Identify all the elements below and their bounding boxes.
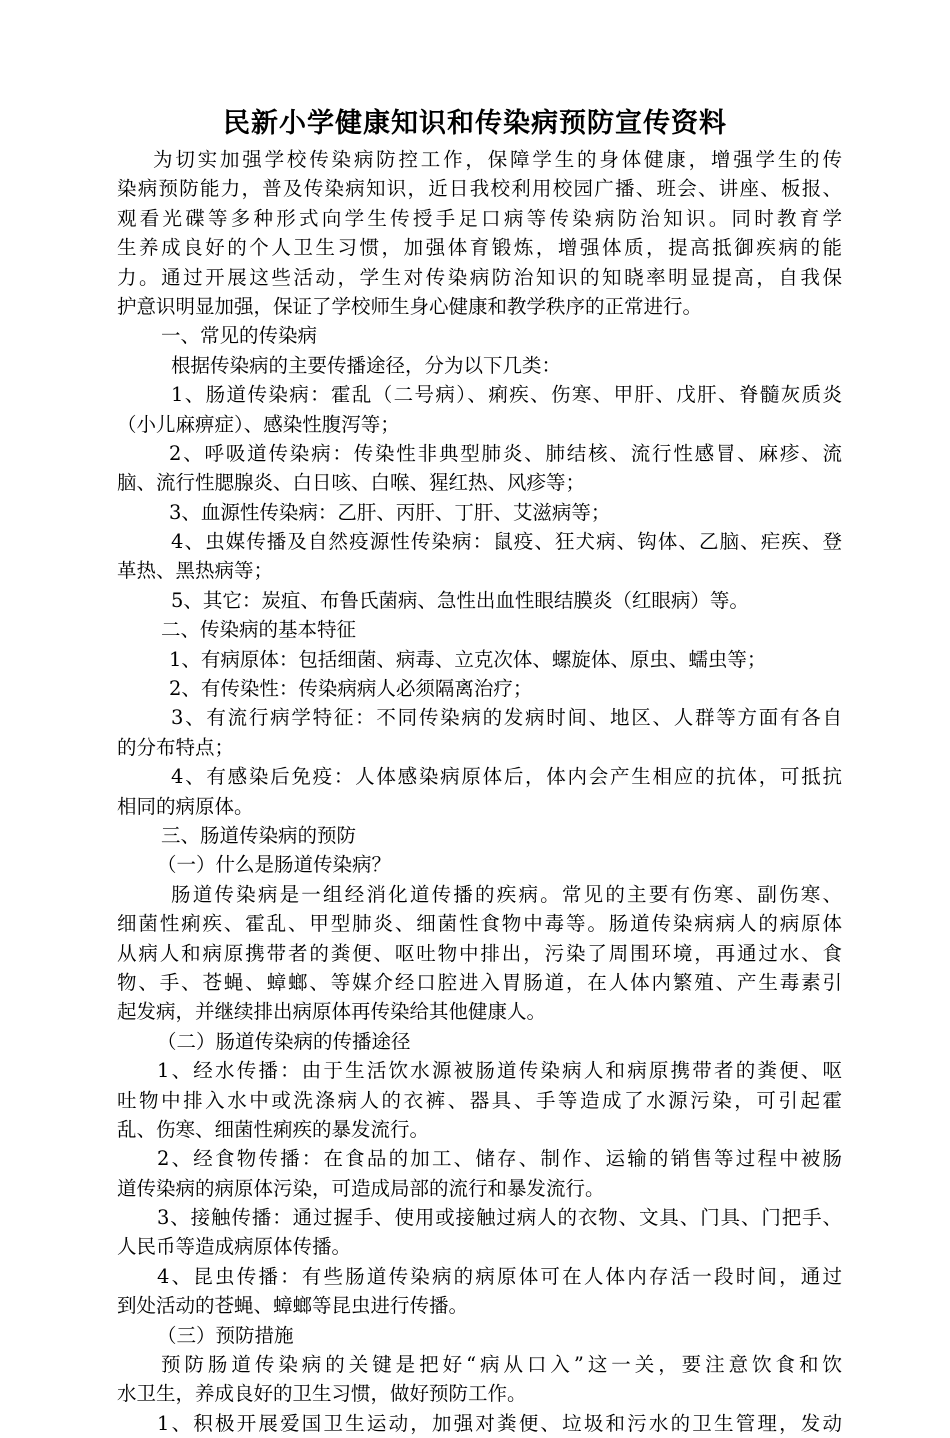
text-line: 的分布特点； <box>117 735 235 759</box>
text-line: 2、呼吸道传染病：传染性非典型肺炎、肺结核、流行性感冒、麻疹、流 <box>169 441 842 465</box>
text-line: （一）什么是肠道传染病？ <box>157 853 392 877</box>
text-line: 脑、流行性腮腺炎、白日咳、白喉、猩红热、风疹等； <box>117 471 586 495</box>
text-line: 相同的病原体。 <box>117 794 254 818</box>
text-line: 3、接触传播：通过握手、使用或接触过病人的衣物、文具、门具、门把手、 <box>157 1206 842 1230</box>
text-line: 1、经水传播：由于生活饮水源被肠道传染病人和病原携带者的粪便、呕 <box>157 1059 842 1083</box>
document-body <box>117 145 842 1438</box>
text-line: 2、经食物传播：在食品的加工、储存、制作、运输的销售等过程中被肠 <box>157 1147 842 1171</box>
text-line: 护意识明显加强，保证了学校师生身心健康和教学秩序的正常进行。 <box>117 294 703 318</box>
text-line: 3、血源性传染病：乙肝、丙肝、丁肝、艾滋病等； <box>169 500 611 524</box>
text-line: 根据传染病的主要传播途径，分为以下几类： <box>171 353 562 377</box>
text-line: 三、肠道传染病的预防 <box>161 823 357 847</box>
text-line: 乱、伤寒、细菌性痢疾的暴发流行。 <box>117 1117 430 1141</box>
text-line: 为切实加强学校传染病防控工作，保障学生的身体健康，增强学生的传 <box>153 148 842 171</box>
text-line: 染病预防能力，普及传染病知识，近日我校利用校园广播、班会、讲座、板报、 <box>117 177 842 201</box>
text-line: 1、有病原体：包括细菌、病毒、立克次体、螺旋体、原虫、蠕虫等； <box>169 647 767 671</box>
text-line: 物、手、苍蝇、蟑螂、等媒介经口腔进入胃肠道，在人体内繁殖、产生毒素引 <box>117 970 842 994</box>
text-line: 道传染病的病原体污染，可造成局部的流行和暴发流行。 <box>117 1176 605 1200</box>
text-line: 革热、黑热病等； <box>117 559 274 583</box>
text-line: （小儿麻痹症）、感染性腹泻等； <box>117 412 400 436</box>
text-line: 从病人和病原携带者的粪便、呕吐物中排出，污染了周围环境，再通过水、食 <box>117 941 842 965</box>
text-line: 起发病，并继续排出病原体再传染给其他健康人。 <box>117 1000 547 1024</box>
text-line: 观看光碟等多种形式向学生传授手足口病等传染病防治知识。同时教育学 <box>117 206 842 230</box>
text-line: 一、常见的传染病 <box>161 324 318 348</box>
text-line: 二、传染病的基本特征 <box>161 618 357 642</box>
text-line: 2、有传染性：传染病病人必须隔离治疗； <box>169 677 533 701</box>
text-line: 4、有感染后免疫：人体感染病原体后，体内会产生相应的抗体，可抵抗 <box>171 765 842 789</box>
text-line: 预防肠道传染病的关键是把好“病从口入”这一关，要注意饮食和饮 <box>161 1353 842 1377</box>
text-line: 吐物中排入水中或洗涤病人的衣裤、器具、手等造成了水源污染，可引起霍 <box>117 1088 842 1112</box>
text-line: 水卫生，养成良好的卫生习惯，做好预防工作。 <box>117 1382 527 1406</box>
text-line: 3、有流行病学特征：不同传染病的发病时间、地区、人群等方面有各自 <box>171 706 842 730</box>
text-line: 5、其它：炭疽、布鲁氏菌病、急性出血性眼结膜炎（红眼病）等。 <box>171 588 749 612</box>
text-line: （二）肠道传染病的传播途径 <box>157 1029 411 1053</box>
text-line: 细菌性痢疾、霍乱、甲型肺炎、细菌性食物中毒等。肠道传染病病人的病原体 <box>117 912 842 936</box>
text-line: 肠道传染病是一组经消化道传播的疾病。常见的主要有伤寒、副伤寒、 <box>171 882 842 906</box>
text-line: 4、虫媒传播及自然疫源性传染病：鼠疫、狂犬病、钩体、乙脑、疟疾、登 <box>171 530 842 554</box>
text-line: 人民币等造成病原体传播。 <box>117 1235 352 1259</box>
text-line: 生养成良好的个人卫生习惯，加强体育锻炼，增强体质，提高抵御疾病的能 <box>117 236 842 260</box>
text-line: 到处活动的苍蝇、蟑螂等昆虫进行传播。 <box>117 1294 469 1318</box>
text-line: 1、积极开展爱国卫生运动，加强对粪便、垃圾和污水的卫生管理，发动 <box>157 1411 842 1435</box>
document-title: 民新小学健康知识和传染病预防宣传资料 <box>223 108 727 139</box>
text-line: 4、昆虫传播：有些肠道传染病的病原体可在人体内存活一段时间，通过 <box>157 1264 842 1288</box>
text-line: 力。通过开展这些活动，学生对传染病防治知识的知晓率明显提高，自我保 <box>117 265 842 289</box>
text-line: 1、肠道传染病：霍乱（二号病）、痢疾、伤寒、甲肝、戊肝、脊髓灰质炎 <box>171 383 842 407</box>
text-line: （三）预防措施 <box>157 1323 294 1347</box>
